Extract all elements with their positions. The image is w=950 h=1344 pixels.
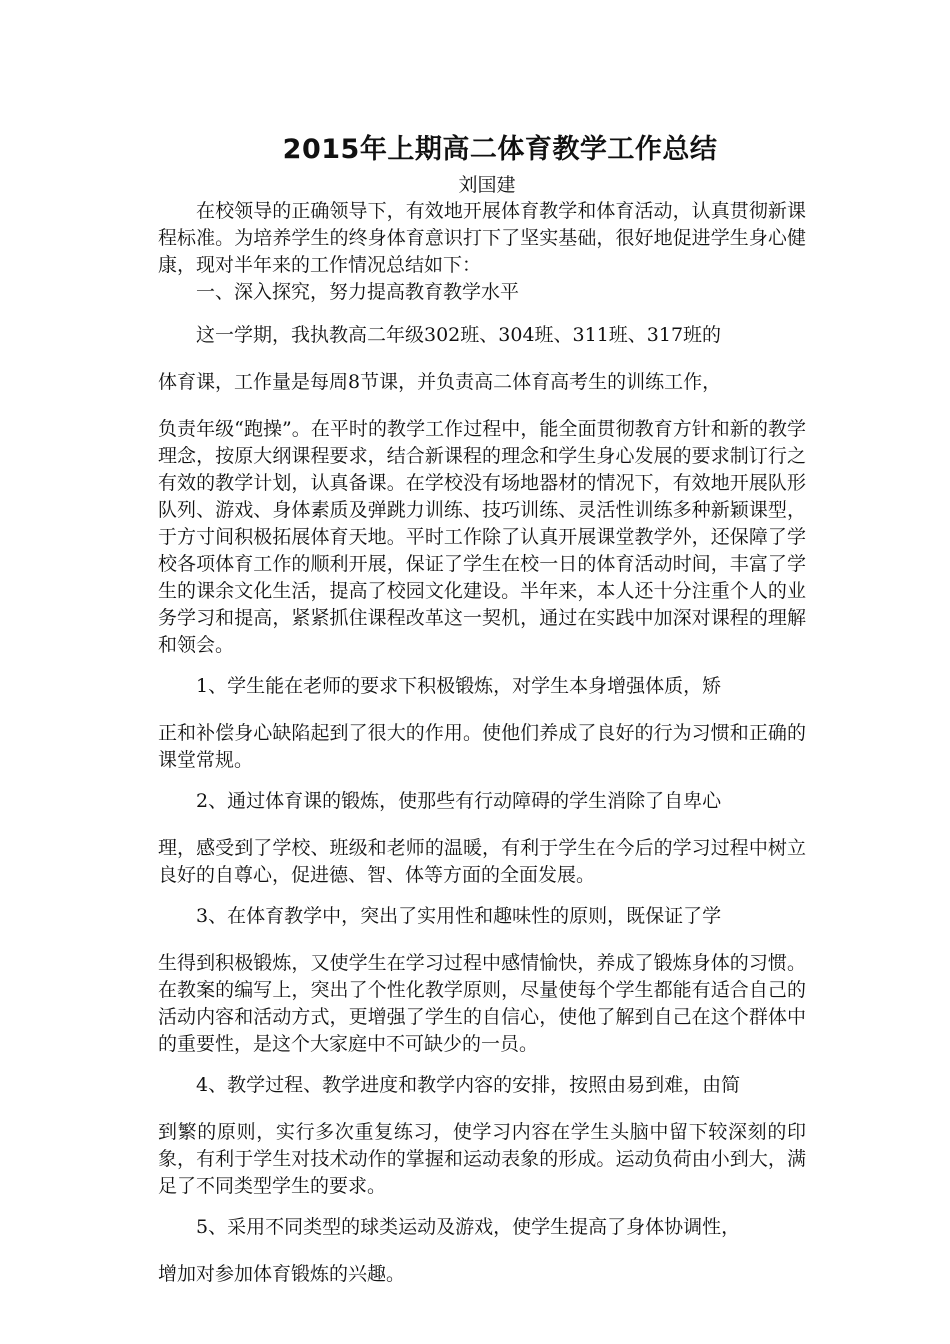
paragraph-line: 这一学期，我执教高二年级302班、304班、311班、317班的 [196, 324, 722, 346]
list-item-3 [158, 903, 806, 1058]
document-title: 2015年上期高二体育教学工作总结 [282, 134, 718, 165]
list-item-body: 到繁的原则，实行多次重复练习，使学习内容在学生头脑中留下较深刻的印象，有利于学生对技术动作的掌握和运动表象的形成。运动负荷由小到大，满足了不同类型学生的要求。 [158, 1121, 806, 1197]
list-item-body: 正和补偿身心缺陷起到了很大的作用。使他们养成了良好的行为习惯和正确的课堂常规。 [158, 722, 806, 771]
document-page [158, 128, 806, 1288]
list-item-first-line: 2、通过体育课的锻炼，使那些有行动障碍的学生消除了自卑心 [196, 790, 722, 812]
paragraph-line: 体育课，工作量是每周8节课，并负责高二体育高考生的训练工作， [158, 371, 722, 393]
list-item-5 [158, 1214, 806, 1288]
list-item-body: 理，感受到了学校、班级和老师的温暖，有利于学生在今后的学习过程中树立良好的自尊心，促进德、智、体等方面的全面发展。 [158, 837, 806, 886]
list-item-body: 生得到积极锻炼，又使学生在学习过程中感情愉快，养成了锻炼身体的习惯。在教案的编写上，突出了个性化教学原则，尽量使每个学生都能有适合自己的活动内容和活动方式，更增强了学生的自信心，使他了解到自己在这个群体中的重要性，是这个大家庭中不可缺少的一员。 [158, 952, 806, 1055]
paragraph-teaching [158, 322, 806, 659]
intro-paragraph: 在校领导的正确领导下，有效地开展体育教学和体育活动，认真贯彻新课程标准。为培养学生的终身体育意识打下了坚实基础，很好地促进学生身心健康，现对半年来的工作情况总结如下： [158, 200, 806, 276]
list-item-1 [158, 673, 806, 774]
list-item-body: 增加对参加体育锻炼的兴趣。 [158, 1263, 406, 1285]
list-item-first-line: 4、教学过程、教学进度和教学内容的安排，按照由易到难，由简 [196, 1074, 741, 1096]
paragraph-body: 负责年级“跑操”。在平时的教学工作过程中，能全面贯彻教育方针和新的教学理念，按原大纲课程要求，结合新课程的理念和学生身心发展的要求制订行之有效的教学计划，认真备课。在学校没有场地器材的情况下，有效地开展队形队列、游戏、身体素质及弹跳力训练、技巧训练、灵活性训练多种新颖课型，于方寸间积极拓展体育天地。平时工作除了认真开展课堂教学外，还保障了学校各项体育工作的顺利开展，保证了学生在校一日的体育活动时间，丰富了学生的课余文化生活，提高了校园文化建设。半年来，本人还十分注重个人的业务学习和提高，紧紧抓住课程改革这一契机，通过在实践中加深对课程的理解和领会。 [158, 418, 806, 656]
list-item-first-line: 5、采用不同类型的球类运动及游戏，使学生提高了身体协调性， [196, 1216, 741, 1238]
list-item-first-line: 3、在体育教学中，突出了实用性和趣味性的原则，既保证了学 [196, 905, 722, 927]
list-item-2 [158, 788, 806, 889]
list-item-first-line: 1、学生能在老师的要求下积极锻炼，对学生本身增强体质，矫 [196, 675, 722, 697]
section-heading: 一、深入探究，努力提高教育教学水平 [196, 281, 520, 303]
list-item-4 [158, 1072, 806, 1200]
document-author: 刘国建 [458, 174, 516, 196]
